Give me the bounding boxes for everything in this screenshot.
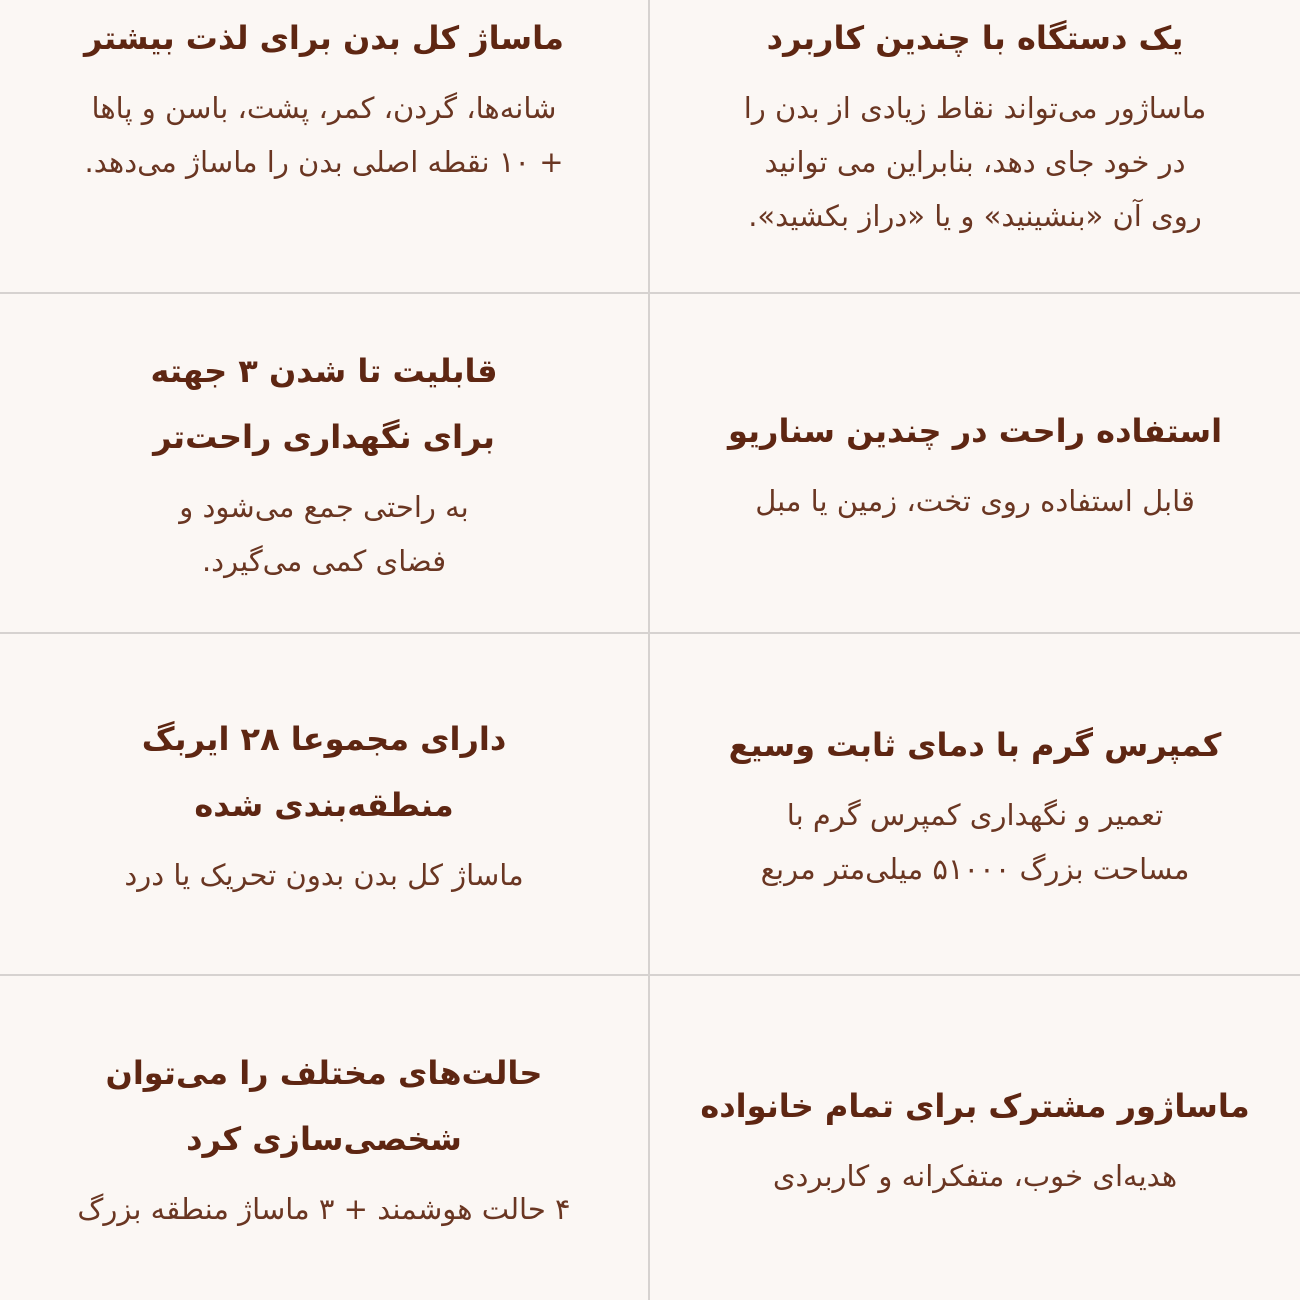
feature-cell-airbags — [0, 634, 648, 974]
feature-cell-multi-use — [650, 0, 1300, 292]
feature-cell-heat-compress — [650, 634, 1300, 974]
feature-description: به راحتی جمع می‌شود و فضای کمی می‌گیرد. — [179, 490, 469, 578]
feature-description: ماساژ کل بدن بدون تحریک یا درد — [124, 858, 524, 892]
feature-cell-scenarios — [650, 294, 1300, 632]
feature-description: تعمیر و نگهداری کمپرس گرم با مساحت بزرگ ۵۱۰۰۰ میلی‌متر مربع — [760, 798, 1190, 886]
feature-title: ماساژ کل بدن برای لذت بیشتر — [84, 19, 564, 57]
feature-title: کمپرس گرم با دمای ثابت وسیع — [728, 726, 1222, 764]
feature-cell-foldable — [0, 294, 648, 632]
feature-description: هدیه‌ای خوب، متفکرانه و کاربردی — [772, 1159, 1178, 1193]
feature-title: حالت‌های مختلف را می‌توان شخصی‌سازی کرد — [105, 1054, 543, 1158]
feature-description: ماساژور می‌تواند نقاط زیادی از بدن را در خود جای دهد، بنابراین می توانید روی آن «بنشینید» و یا «دراز بکشید». — [743, 91, 1207, 233]
feature-title: ماساژور مشترک برای تمام خانواده — [700, 1087, 1250, 1125]
feature-cell-modes — [0, 976, 648, 1300]
feature-cell-family — [650, 976, 1300, 1300]
feature-title: یک دستگاه با چندین کاربرد — [766, 19, 1184, 57]
feature-description: قابل استفاده روی تخت، زمین یا مبل — [755, 484, 1195, 518]
feature-title: استفاده راحت در چندین سناریو — [727, 412, 1223, 450]
feature-title: دارای مجموعا ۲۸ ایربگ منطقه‌بندی شده — [141, 720, 507, 824]
feature-cell-full-body — [0, 0, 648, 292]
feature-title: قابلیت تا شدن ۳ جهته برای نگهداری راحت‌تر — [150, 352, 498, 456]
feature-description: ۴ حالت هوشمند + ۳ ماساژ منطقه بزرگ — [77, 1192, 571, 1226]
feature-description: شانه‌ها، گردن، کمر، پشت، باسن و پاها + ۱۰ نقطه اصلی بدن را ماساژ می‌دهد. — [84, 91, 564, 179]
